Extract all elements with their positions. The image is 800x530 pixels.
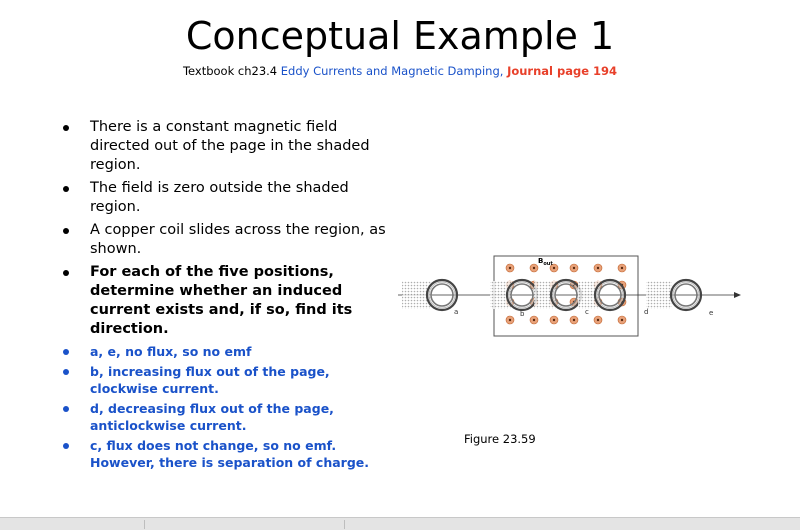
position-label-c: c <box>585 308 589 316</box>
bullet-item: The field is zero outside the shaded region. <box>58 179 388 217</box>
position-label-a: a <box>454 308 459 316</box>
textbook-reference: Eddy Currents and Magnetic Damping, <box>280 64 504 78</box>
bullet-item: There is a constant magnetic field directed out of the page in the shaded region. <box>58 118 388 175</box>
field-region <box>494 256 638 336</box>
field-label: $B_{out}$ <box>538 257 553 267</box>
slide-subtitle <box>0 64 800 78</box>
eddy-current-figure <box>398 248 748 338</box>
bottom-scrollbar[interactable] <box>0 517 800 530</box>
bullet-list <box>58 118 388 474</box>
bullet-item-question: For each of the five positions, determine whether an induced current exists and, if so, find its direction. <box>58 263 388 339</box>
journal-reference: Journal page 194 <box>507 64 618 78</box>
answer-item: c, flux does not change, so no emf. However, there is separation of charge. <box>58 437 388 471</box>
subtitle-prefix: Textbook ch23.4 <box>182 64 281 78</box>
arrow-head <box>734 292 741 298</box>
scrollbar-segment <box>0 520 145 529</box>
answer-item: b, increasing flux out of the page, clockwise current. <box>58 363 388 397</box>
position-label-e: e <box>709 309 714 317</box>
position-label-b: b <box>520 310 525 318</box>
answer-item: d, decreasing flux out of the page, anticlockwise current. <box>58 400 388 434</box>
bullet-item: A copper coil slides across the region, as shown. <box>58 221 388 259</box>
answer-item: a, e, no flux, so no emf <box>58 343 388 360</box>
scrollbar-segment <box>144 520 345 529</box>
position-label-d: d <box>644 308 649 316</box>
slide-title: Conceptual Example 1 <box>185 14 615 58</box>
figure-caption: Figure 23.59 <box>464 432 536 446</box>
